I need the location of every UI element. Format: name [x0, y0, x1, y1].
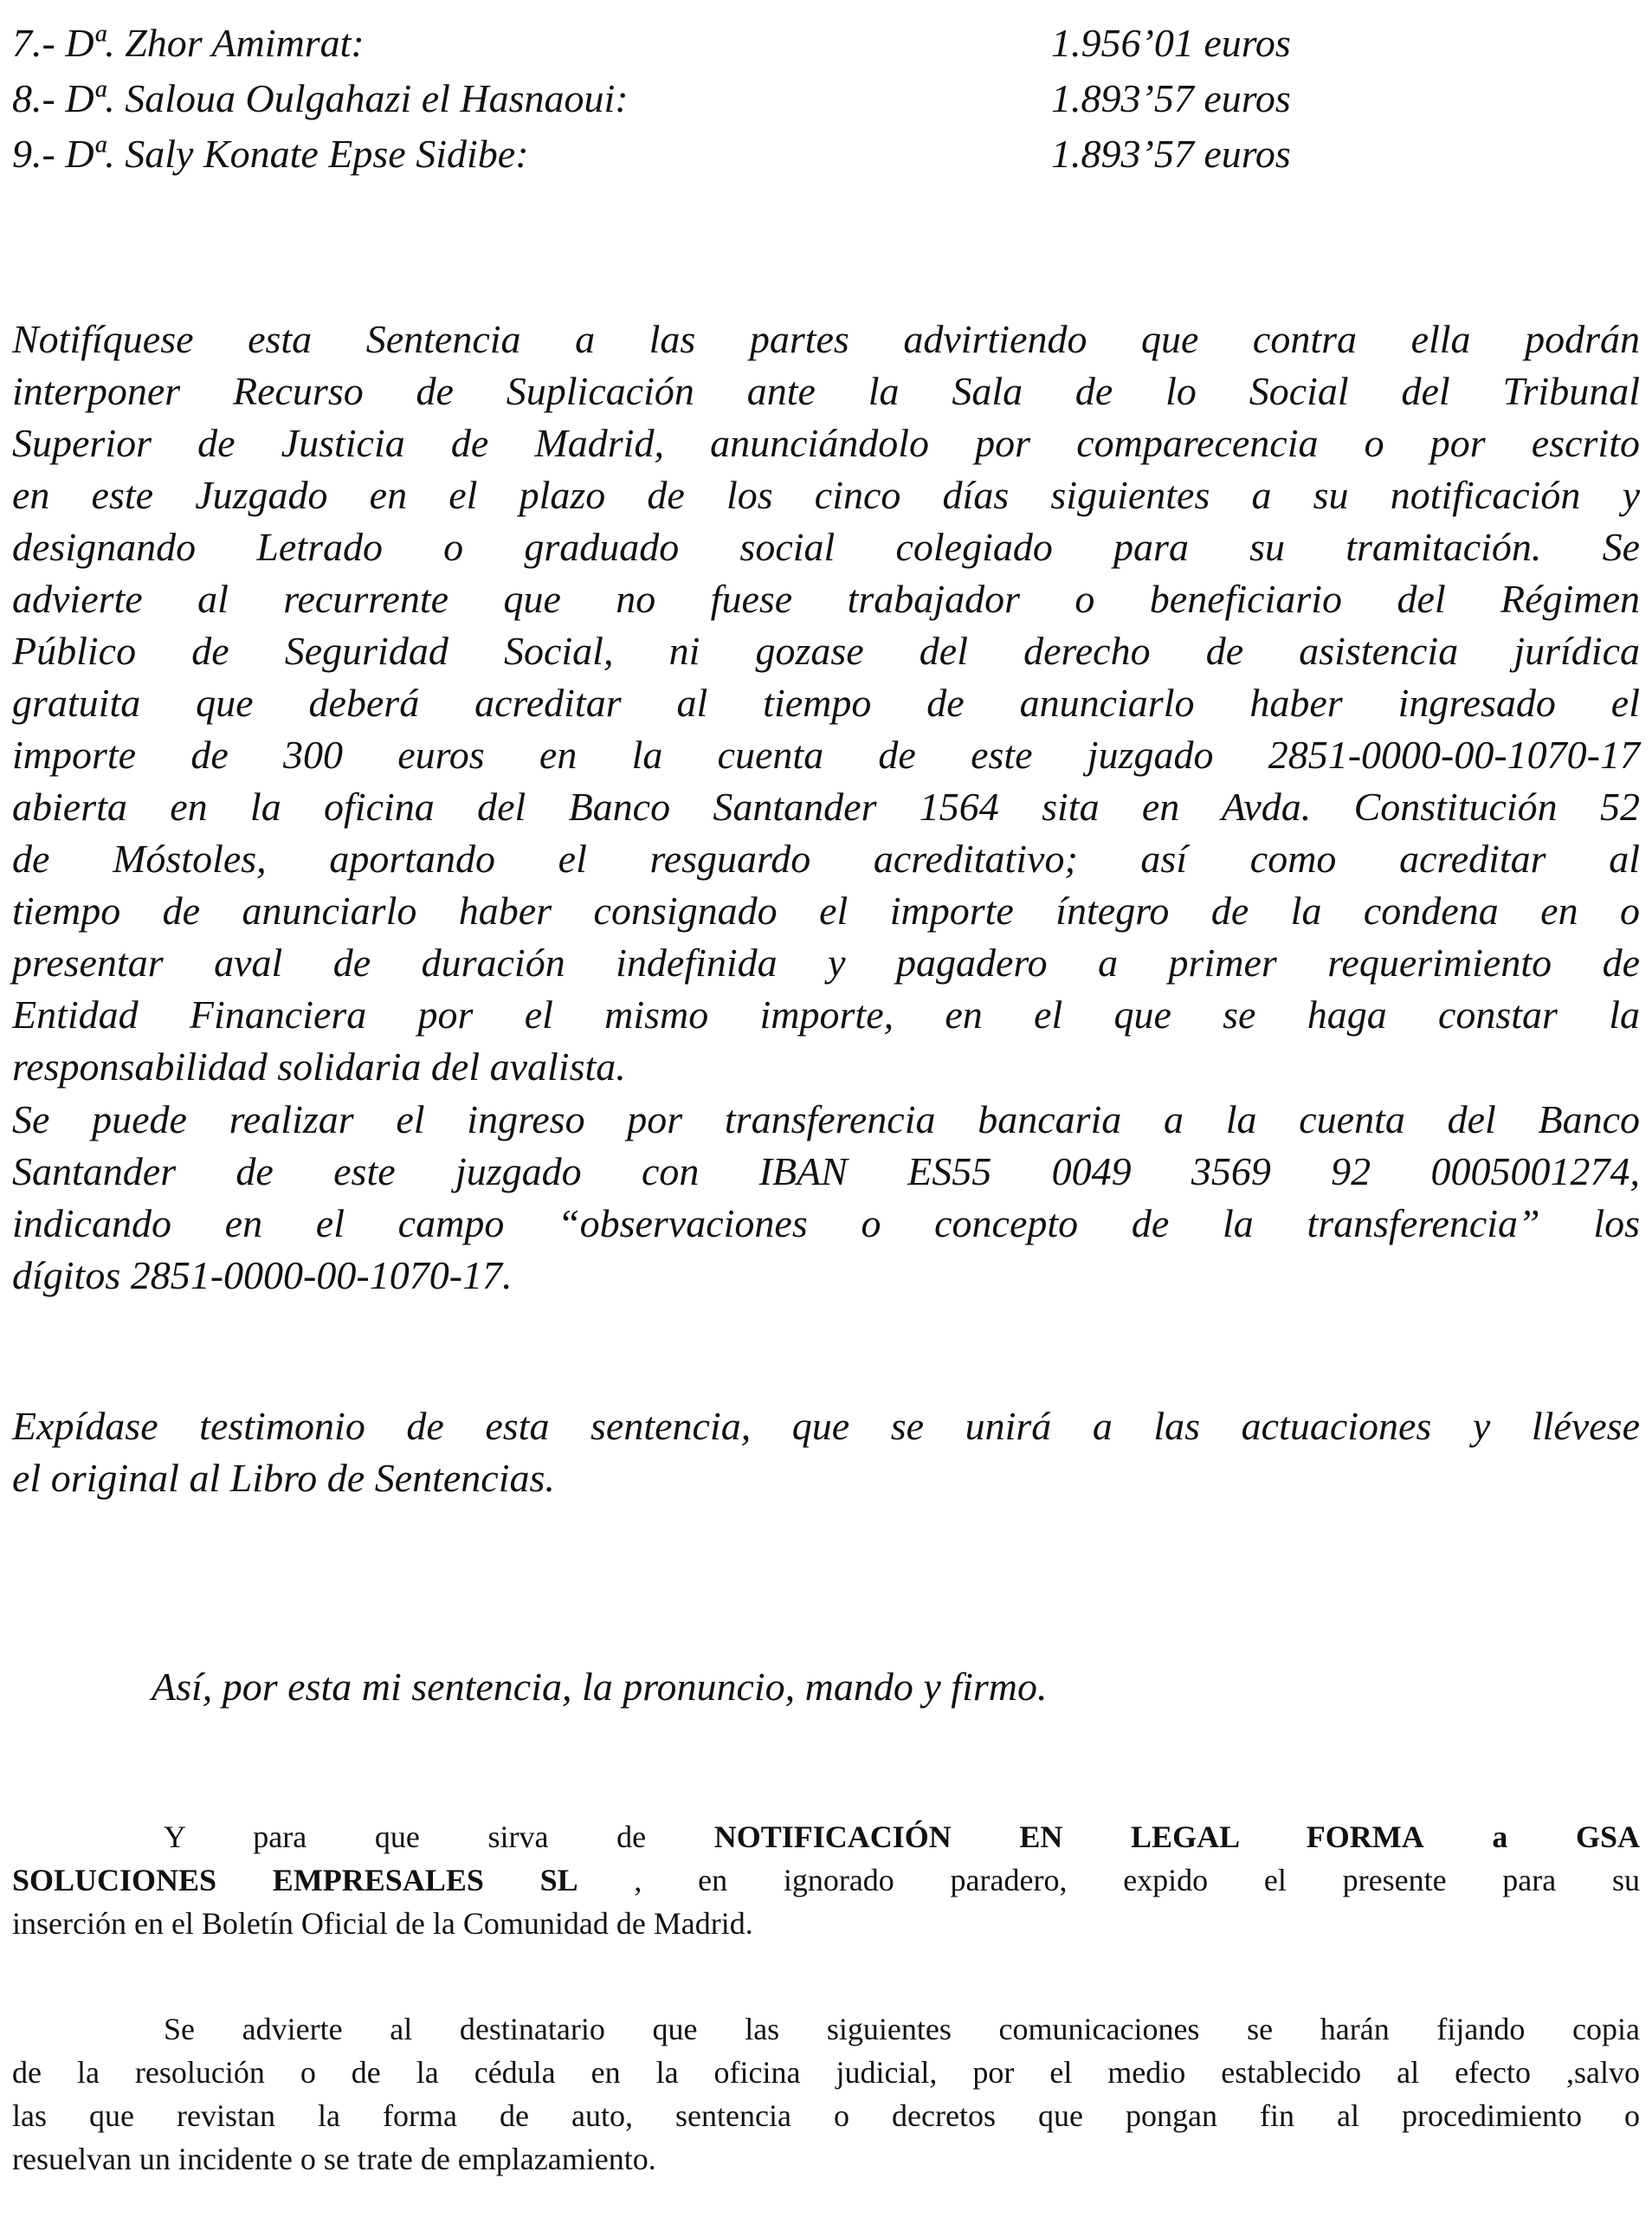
paragraph-line: dígitos 2851-0000-00-1070-17.	[12, 1253, 513, 1297]
notification-recipient-start: a GSA	[1492, 1819, 1641, 1854]
paragraph-line: indicando en el campo “observaciones o concepto de la transferencia” los	[12, 1201, 1640, 1245]
claim-row	[12, 126, 1640, 182]
paragraph-line: importe de 300 euros en la cuenta de este juzgado 2851-0000-00-1070-17	[12, 733, 1640, 777]
notification-recipient-name: SOLUCIONES EMPRESALES SL	[12, 1863, 578, 1897]
paragraph-line: Se advierte al destinatario que las siguientes comunicaciones se harán fijando copia	[164, 2012, 1640, 2046]
paragraph-line: resuelvan un incidente o se trate de emplazamiento.	[12, 2142, 656, 2176]
paragraph-line: en este Juzgado en el plazo de los cinco días siguientes a su notificación y	[12, 473, 1640, 517]
paragraph-line: designando Letrado o graduado social colegiado para su tramitación. Se	[12, 525, 1640, 569]
paragraph-line: Entidad Financiera por el mismo importe, en el que se haga constar la	[12, 992, 1640, 1037]
claims-list	[12, 16, 1640, 182]
notification-legal-form: NOTIFICACIÓN EN LEGAL FORMA	[713, 1819, 1424, 1854]
claimant-name: 7.- Dª. Zhor Amimrat:	[12, 21, 365, 65]
paragraph-line: el original al Libro de Sentencias.	[12, 1456, 555, 1500]
paragraph-line: tiempo de anunciarlo haber consignado el importe íntegro de la condena en o	[12, 889, 1640, 933]
paragraph-line: inserción en el Boletín Oficial de la Comunidad de Madrid.	[12, 1906, 753, 1941]
testimony-paragraph	[12, 1400, 1640, 1504]
paragraph-line: responsabilidad solidaria del avalista.	[12, 1044, 626, 1089]
claim-amount: 1.893’57 euros	[1051, 76, 1291, 120]
paragraph-line: Se puede realizar el ingreso por transferencia bancaria a la cuenta del Banco	[12, 1097, 1640, 1141]
paragraph-line: de Móstoles, aportando el resguardo acreditativo; así como acreditar al	[12, 837, 1640, 881]
notification-rest: , en ignorado paradero, expido el presente para su	[634, 1863, 1640, 1897]
notification-prefix: Y para que sirva de	[164, 1819, 647, 1854]
paragraph-line: interponer Recurso de Suplicación ante la Sala de lo Social del Tribunal	[12, 369, 1640, 413]
claim-amount: 1.893’57 euros	[1051, 132, 1291, 176]
claim-row	[12, 16, 1640, 71]
claim-amount: 1.956’01 euros	[1051, 21, 1291, 65]
claimant-name: 9.- Dª. Saly Konate Epse Sidibe:	[12, 132, 529, 176]
paragraph-line: Expídase testimonio de esta sentencia, que se unirá a las actuaciones y llévese	[12, 1404, 1640, 1448]
claimant-name: 8.- Dª. Saloua Oulgahazi el Hasnaoui:	[12, 76, 629, 120]
paragraph-line: las que revistan la forma de auto, sentencia o decretos que pongan fin al procedimiento o	[12, 2098, 1640, 2133]
paragraph-line: de la resolución o de la cédula en la oficina judicial, por el medio establecido al efecto ,salvo	[12, 2055, 1640, 2090]
transfer-paragraph	[12, 1094, 1640, 1302]
claim-row	[12, 71, 1640, 126]
paragraph-line: gratuita que deberá acreditar al tiempo de anunciarlo haber ingresado el	[12, 681, 1640, 725]
notify-paragraph	[12, 313, 1640, 1093]
warning-paragraph	[12, 2007, 1640, 2181]
paragraph-line: abierta en la oficina del Banco Santander 1564 sita en Avda. Constitución 52	[12, 785, 1640, 829]
paragraph-line: Superior de Justicia de Madrid, anunciándolo por comparecencia o por escrito	[12, 421, 1640, 465]
paragraph-line: Público de Seguridad Social, ni gozase del derecho de asistencia jurídica	[12, 629, 1640, 673]
signature-line: Así, por esta mi sentencia, la pronuncio, mando y firmo.	[152, 1664, 1048, 1709]
paragraph-line: advierte al recurrente que no fuese trabajador o beneficiario del Régimen	[12, 577, 1640, 621]
notification-paragraph	[12, 1815, 1640, 1945]
paragraph-line: presentar aval de duración indefinida y pagadero a primer requerimiento de	[12, 940, 1640, 985]
paragraph-line	[12, 1858, 1640, 1902]
paragraph-line	[12, 1815, 1640, 1858]
paragraph-line: Santander de este juzgado con IBAN ES55 0049 3569 92 0005001274,	[12, 1149, 1640, 1193]
paragraph-line: Notifíquese esta Sentencia a las partes advirtiendo que contra ella podrán	[12, 317, 1640, 361]
